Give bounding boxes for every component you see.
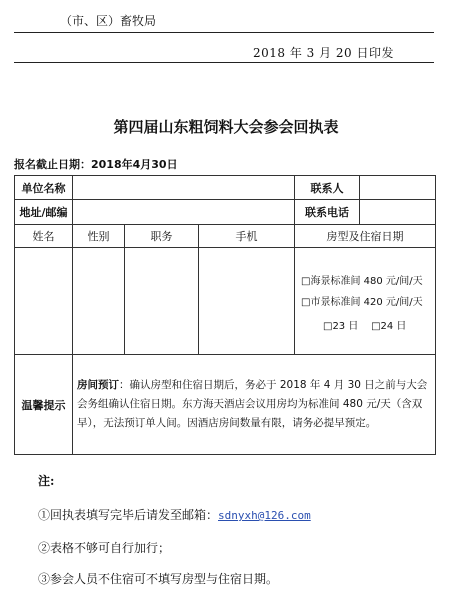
phone-label: 联系电话: [295, 200, 360, 225]
note-2: ②表格不够可自行加行；: [38, 541, 171, 555]
notice-bold: 房间预订: [77, 379, 119, 391]
form-title: 第四届山东粗饲料大会参会回执表: [113, 118, 339, 136]
unit-field[interactable]: [73, 176, 295, 200]
notice-text: ：确认房型和住宿日期后，务必于 2018 年 4 月 30 日之前与大会会务组确认住宿日期。东方海天酒店会议用房均为标准间 480 元/天（含双早），无法预订单人间。因酒店房间数量有限，请务必提早预定。: [77, 379, 428, 429]
attendee-row: [15, 248, 436, 355]
position-field[interactable]: [125, 248, 199, 355]
notice-row: [15, 355, 436, 455]
note-1-text: ①回执表填写完毕后请发至邮箱：: [38, 508, 219, 522]
room-option-cityview[interactable]: □市景标准间 420 元/间/天: [301, 297, 423, 308]
date-divider: [14, 62, 434, 63]
day-option-24[interactable]: □24 日: [371, 321, 407, 332]
header-divider: [14, 32, 434, 33]
deadline-label: 报名截止日期：2018年4月30日: [14, 158, 178, 171]
issuer-text: （市、区）畜牧局: [60, 14, 157, 28]
day-options: [299, 320, 431, 334]
note-3: ③参会人员不住宿可不填写房型与住宿日期。: [38, 572, 279, 586]
address-field[interactable]: [73, 200, 295, 225]
issue-date: 2018 年 3 月 20 日印发: [252, 46, 394, 60]
contact-label: 联系人: [295, 176, 360, 200]
name-field[interactable]: [15, 248, 73, 355]
email-link[interactable]: sdnyxh@126.com: [218, 509, 311, 522]
registration-form-table: [14, 175, 436, 455]
notes-title: 注:: [38, 474, 55, 488]
notice-content: [73, 355, 436, 455]
gender-field[interactable]: [73, 248, 125, 355]
room-options-cell: [295, 248, 436, 355]
col-gender: 性别: [73, 225, 125, 248]
contact-field[interactable]: [360, 176, 436, 200]
unit-label: 单位名称: [15, 176, 73, 200]
column-header-row: [15, 225, 436, 248]
col-room: 房型及住宿日期: [295, 225, 436, 248]
phone-field[interactable]: [360, 200, 436, 225]
col-position: 职务: [125, 225, 199, 248]
mobile-field[interactable]: [199, 248, 295, 355]
col-mobile: 手机: [199, 225, 295, 248]
address-label: 地址/邮编: [15, 200, 73, 225]
col-name: 姓名: [15, 225, 73, 248]
room-option-seaview[interactable]: □海景标准间 480 元/间/天: [301, 276, 423, 287]
day-option-23[interactable]: □23 日: [323, 321, 359, 332]
note-1: [38, 506, 311, 523]
address-row: [15, 200, 436, 225]
notice-label: 温馨提示: [15, 355, 73, 455]
unit-row: [15, 176, 436, 200]
